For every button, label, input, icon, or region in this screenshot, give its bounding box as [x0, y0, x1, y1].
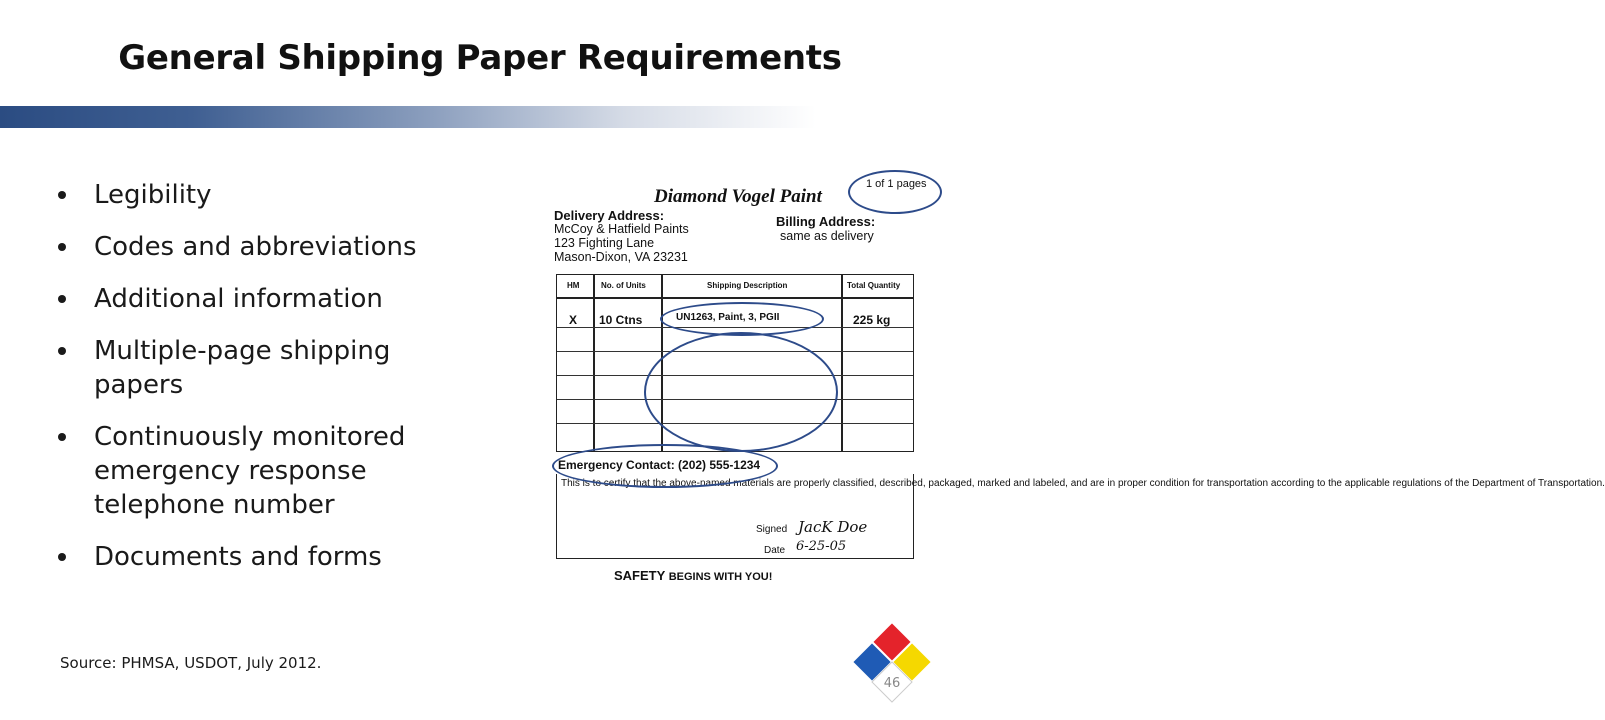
billing-value: same as delivery: [780, 229, 874, 243]
table-header: Shipping Description: [707, 281, 788, 290]
table-header: HM: [567, 281, 580, 290]
bullet-text: Codes and abbreviations: [94, 232, 417, 262]
delivery-line: 123 Fighting Lane: [554, 236, 655, 250]
table-divider: [841, 275, 843, 451]
bullet-item: [58, 178, 468, 212]
table-header: No. of Units: [601, 281, 646, 290]
certification-box: [556, 474, 1605, 559]
safety-word: SAFETY: [614, 568, 666, 583]
shipping-paper-figure: [536, 176, 1605, 586]
bullet-dot-icon: [58, 433, 66, 441]
bullet-text: Documents and forms: [94, 542, 382, 572]
safety-footer: [614, 568, 772, 583]
emergency-contact: Emergency Contact: (202) 555-1234: [558, 458, 761, 472]
table-cell-quantity: 225 kg: [853, 313, 891, 327]
date-label: Date: [764, 545, 786, 556]
title-gradient-rule: [0, 106, 960, 128]
table-cell-hm: X: [569, 313, 578, 327]
bullet-dot-icon: [58, 243, 66, 251]
bullet-text: Legibility: [94, 180, 212, 210]
table-divider: [593, 275, 595, 451]
bullet-text: Multiple-page shipping papers: [94, 336, 391, 400]
bullet-dot-icon: [58, 347, 66, 355]
bullet-dot-icon: [58, 295, 66, 303]
company-name: Diamond Vogel Paint: [654, 186, 822, 207]
table-cell-units: 10 Ctns: [599, 313, 643, 327]
bullet-item: [58, 334, 468, 402]
bullet-item: [58, 282, 468, 316]
page-count: 1 of 1 pages: [866, 178, 927, 190]
bullet-text: Continuously monitored emergency response telephone number: [94, 422, 406, 520]
signed-label: Signed: [756, 524, 788, 535]
bullet-item: [58, 420, 468, 522]
highlight-ring-page-count: [848, 170, 942, 214]
bullet-dot-icon: [58, 553, 66, 561]
bullet-text: Additional information: [94, 284, 383, 314]
delivery-address: [554, 222, 689, 264]
signature: JacK Doe: [798, 518, 868, 536]
highlight-ring-additional-info: [644, 332, 838, 452]
delivery-line: Mason-Dixon, VA 23231: [554, 250, 688, 264]
delivery-line: McCoy & Hatfield Paints: [554, 222, 689, 236]
certification-text: This is to certify that the above-named materials are properly classified, described, packaged, marked and labeled, and are in proper condition for transportation according to the applicable regulations of the Department of Transportation.: [561, 478, 1605, 489]
billing-label: Billing Address:: [776, 214, 876, 229]
bullet-item: [58, 540, 468, 574]
bullet-item: [58, 230, 468, 264]
date-value: 6-25-05: [796, 539, 847, 554]
highlight-ring-emergency: [552, 444, 778, 488]
bullet-list: [58, 178, 468, 592]
safety-tagline: BEGINS WITH YOU!: [668, 571, 773, 583]
page-number: 46: [883, 676, 901, 691]
shipping-description: UN1263, Paint, 3, PGII: [676, 312, 780, 323]
highlight-ring-description: [660, 302, 824, 336]
slide-title: General Shipping Paper Requirements: [118, 38, 842, 78]
source-citation: Source: PHMSA, USDOT, July 2012.: [60, 654, 322, 672]
bullet-dot-icon: [58, 191, 66, 199]
table-rule: [557, 297, 913, 299]
delivery-label: Delivery Address:: [554, 208, 665, 223]
table-header: Total Quantity: [847, 281, 901, 290]
